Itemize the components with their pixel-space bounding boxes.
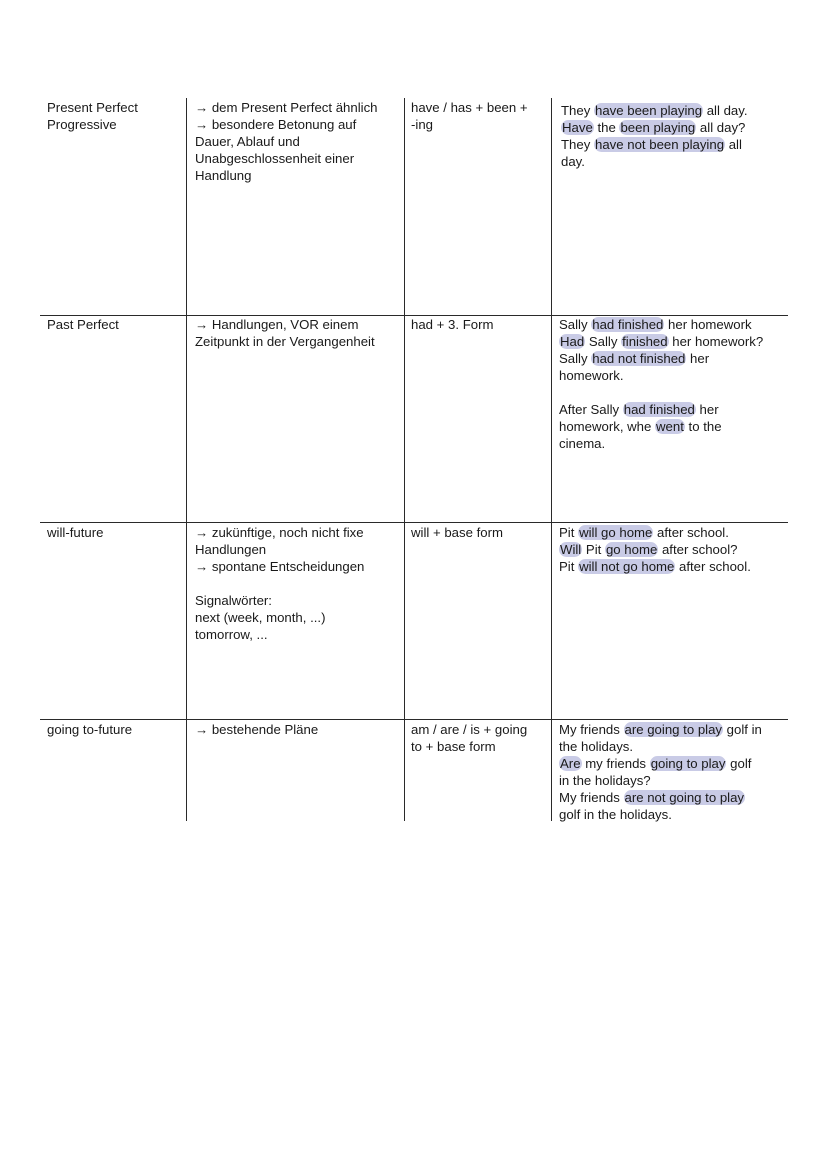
form-line: have / has + been + <box>411 100 528 115</box>
usage-line: Handlung <box>195 168 252 183</box>
highlighted-verb-form: will go home <box>579 525 653 540</box>
example-text: They <box>561 103 594 118</box>
highlighted-verb-form: are going to play <box>624 722 723 737</box>
example-sentence <box>559 350 763 367</box>
highlighted-verb-form: Are <box>560 756 581 771</box>
example-text: the holidays. <box>559 739 634 754</box>
usage-cell <box>195 99 378 184</box>
example-sentence <box>559 789 762 806</box>
form-cell <box>411 316 493 333</box>
example-sentence <box>561 119 748 136</box>
example-text: Sally <box>585 334 622 349</box>
form-cell <box>411 99 528 133</box>
usage-line: → bestehende Pläne <box>195 722 319 737</box>
highlighted-verb-form: have been playing <box>594 103 703 118</box>
example-text: Pit <box>559 559 579 574</box>
example-sentence <box>559 401 763 418</box>
example-text: After Sally <box>559 402 623 417</box>
example-text: Pit <box>559 525 579 540</box>
example-text: homework. <box>559 368 624 383</box>
highlighted-verb-form: go home <box>605 542 658 557</box>
example-sentence <box>559 524 751 541</box>
usage-line: Unabgeschlossenheit einer <box>195 151 355 166</box>
example-sentence <box>561 102 748 119</box>
highlighted-verb-form: had not finished <box>592 351 686 366</box>
form-line: had + 3. Form <box>411 317 494 332</box>
usage-cell <box>195 524 364 643</box>
example-text: her homework <box>664 317 752 332</box>
tense-name-cell <box>47 721 132 738</box>
highlighted-verb-form: Had <box>560 334 585 349</box>
tense-name-cell <box>47 316 119 333</box>
example-sentence <box>559 806 762 823</box>
example-sentence <box>559 333 763 350</box>
tense-name-line: will-future <box>47 525 104 540</box>
example-sentence <box>559 541 751 558</box>
usage-cell <box>195 316 375 350</box>
usage-line: tomorrow, ... <box>195 627 268 642</box>
example-text: her <box>695 402 719 417</box>
row-divider <box>40 522 788 523</box>
form-cell <box>411 721 527 755</box>
usage-cell <box>195 721 318 738</box>
usage-line: → dem Present Perfect ähnlich <box>195 100 378 115</box>
highlighted-verb-form: been playing <box>620 120 696 135</box>
example-sentence <box>559 384 763 401</box>
example-text: My friends <box>559 790 624 805</box>
example-text: after school. <box>653 525 729 540</box>
example-text: all day? <box>696 120 746 135</box>
tense-name-line: Past Perfect <box>47 317 119 332</box>
examples-cell <box>561 102 748 170</box>
example-sentence <box>559 367 763 384</box>
examples-cell <box>559 316 763 452</box>
form-line: will + base form <box>411 525 503 540</box>
example-sentence <box>559 316 763 333</box>
example-text: my friends <box>581 756 650 771</box>
example-text: all day. <box>703 103 748 118</box>
usage-line: next (week, month, ...) <box>195 610 326 625</box>
example-text: My friends <box>559 722 624 737</box>
example-text: after school? <box>658 542 738 557</box>
form-cell <box>411 524 503 541</box>
column-divider <box>551 98 552 821</box>
example-sentence <box>559 721 762 738</box>
tense-name-line: going to-future <box>47 722 133 737</box>
example-text: in the holidays? <box>559 773 651 788</box>
example-sentence <box>561 153 748 170</box>
example-text: golf <box>726 756 752 771</box>
example-text: golf in the holidays. <box>559 807 672 822</box>
usage-line: Zeitpunkt in der Vergangenheit <box>195 334 375 349</box>
form-line: to + base form <box>411 739 496 754</box>
tense-name-line: Present Perfect <box>47 100 138 115</box>
example-text: her homework? <box>668 334 764 349</box>
tense-name-cell <box>47 524 103 541</box>
highlighted-verb-form: had finished <box>592 317 664 332</box>
usage-line: Signalwörter: <box>195 593 272 608</box>
usage-line: Handlungen <box>195 542 267 557</box>
highlighted-verb-form: Have <box>562 120 593 135</box>
usage-line <box>195 575 364 592</box>
example-text: the <box>593 120 620 135</box>
example-sentence <box>559 418 763 435</box>
highlighted-verb-form: went <box>656 419 684 434</box>
example-text: Pit <box>582 542 605 557</box>
example-text: her <box>686 351 710 366</box>
example-sentence <box>559 772 762 789</box>
example-sentence <box>561 136 748 153</box>
example-text: golf in <box>723 722 762 737</box>
example-text: all <box>725 137 742 152</box>
example-text: cinema. <box>559 436 606 451</box>
usage-line: → zukünftige, noch nicht fixe <box>195 525 364 540</box>
example-text: homework, whe <box>559 419 656 434</box>
tense-name-cell <box>47 99 138 133</box>
highlighted-verb-form: had finished <box>623 402 695 417</box>
example-sentence <box>559 435 763 452</box>
examples-cell <box>559 524 751 575</box>
row-divider <box>40 719 788 720</box>
column-divider <box>186 98 187 821</box>
highlighted-verb-form: have not been playing <box>594 137 725 152</box>
example-sentence <box>559 558 751 575</box>
example-text: day. <box>561 154 585 169</box>
usage-line: → besondere Betonung auf <box>195 117 357 132</box>
highlighted-verb-form: Will <box>560 542 582 557</box>
example-sentence <box>559 738 762 755</box>
form-line: -ing <box>411 117 433 132</box>
example-text: after school. <box>675 559 751 574</box>
usage-line: Dauer, Ablauf und <box>195 134 300 149</box>
highlighted-verb-form: finished <box>622 334 668 349</box>
usage-line: → spontane Entscheidungen <box>195 559 365 574</box>
highlighted-verb-form: going to play <box>650 756 726 771</box>
highlighted-verb-form: are not going to play <box>624 790 745 805</box>
example-text: Sally <box>559 317 592 332</box>
examples-cell <box>559 721 762 823</box>
usage-line: → Handlungen, VOR einem <box>195 317 359 332</box>
example-sentence <box>559 755 762 772</box>
highlighted-verb-form: will not go home <box>579 559 675 574</box>
example-text: They <box>561 137 594 152</box>
column-divider <box>404 98 405 821</box>
form-line: am / are / is + going <box>411 722 528 737</box>
tense-name-line: Progressive <box>47 117 117 132</box>
example-text: to the <box>684 419 722 434</box>
example-text: Sally <box>559 351 592 366</box>
